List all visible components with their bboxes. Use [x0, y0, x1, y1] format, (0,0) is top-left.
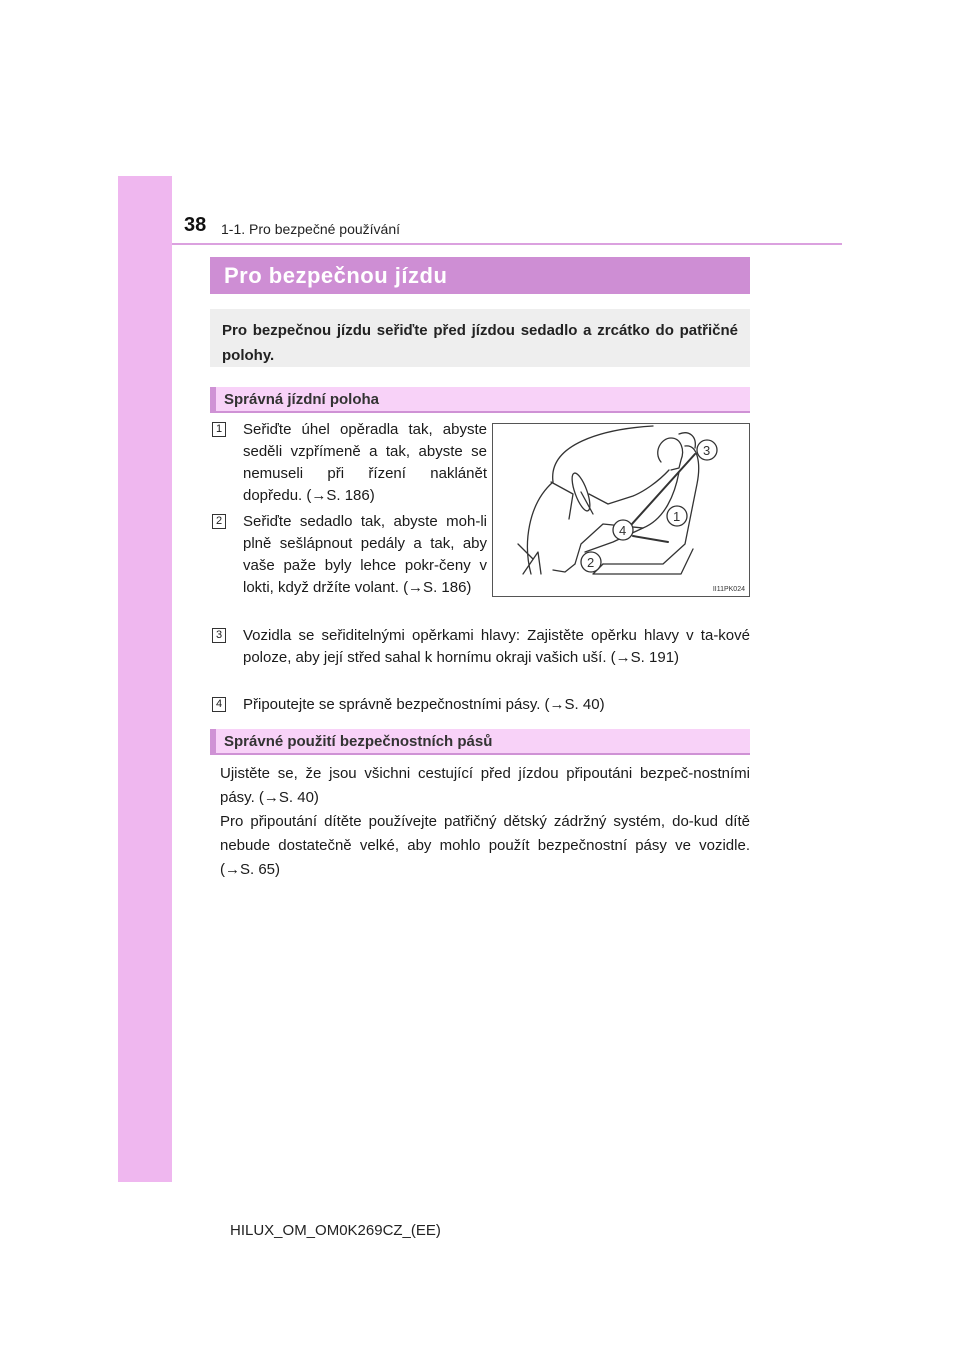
- side-tab-bar: [118, 176, 172, 1182]
- seat-position-illustration: [492, 423, 750, 597]
- callout-4: 4: [619, 523, 627, 538]
- item-text: Seřiďte úhel opěradla tak, abyste seděli vzpřímeně a tak, abyste se nemuseli při řízení naklánět dopředu. (→S. 186): [243, 421, 487, 504]
- item-text: Vozidla se seřiditelnými opěrkami hlavy: Zajistěte opěrku hlavy v ta-kové poloze, aby její střed sahal k hornímu okraji vašich uší. (→S. 191): [243, 627, 750, 666]
- section-heading: [210, 257, 750, 294]
- header-rule: [172, 243, 842, 245]
- section-title: Pro bezpečnou jízdu: [224, 263, 448, 288]
- list-item: [212, 511, 487, 599]
- list-item: [212, 694, 750, 716]
- subsection-heading-driving-position: [210, 387, 750, 413]
- item-number-badge: 3: [212, 628, 226, 643]
- subsection-title: Správná jízdní poloha: [224, 391, 380, 408]
- figure-code: II11PK024: [712, 586, 745, 593]
- list-item: [212, 625, 750, 669]
- footer-doc-code: HILUX_OM_OM0K269CZ_(EE): [230, 1222, 441, 1239]
- list-item: [212, 419, 487, 507]
- page-number: 38: [184, 214, 207, 236]
- callout-1: 1: [673, 509, 681, 524]
- callout-3: 3: [703, 443, 711, 458]
- item-text: Připoutejte se správně bezpečnostními pásy. (→S. 40): [243, 696, 605, 713]
- intro-box: Pro bezpečnou jízdu seřiďte před jízdou sedadlo a zrcátko do patřičné polohy.: [210, 309, 750, 367]
- seatbelt-paragraph: [220, 762, 750, 882]
- chapter-title: 1-1. Pro bezpečné používání: [221, 221, 401, 237]
- item-number-badge: 1: [212, 422, 226, 437]
- paragraph: Pro připoutání dítěte používejte patřičný dětský zádržný systém, do-kud dítě nebude dostatečně velké, aby mohlo použít bezpečnostní pásy ve vozidle. (→S. 65): [220, 813, 750, 878]
- item-text: Seřiďte sedadlo tak, abyste moh-li plně sešlápnout pedály a tak, aby vaše paže byly lehce pokr-čeny v lokti, když držíte volant. (→S. 186): [243, 513, 487, 596]
- item-number-badge: 4: [212, 697, 226, 712]
- subsection-heading-seatbelt-use: [210, 729, 750, 755]
- paragraph: Ujistěte se, že jsou všichni cestující před jízdou připoutáni bezpeč-nostními pásy. (→S. 40): [220, 765, 750, 806]
- subsection-title: Správné použití bezpečnostních pásů: [224, 733, 493, 750]
- item-number-badge: 2: [212, 514, 226, 529]
- callout-2: 2: [587, 555, 595, 570]
